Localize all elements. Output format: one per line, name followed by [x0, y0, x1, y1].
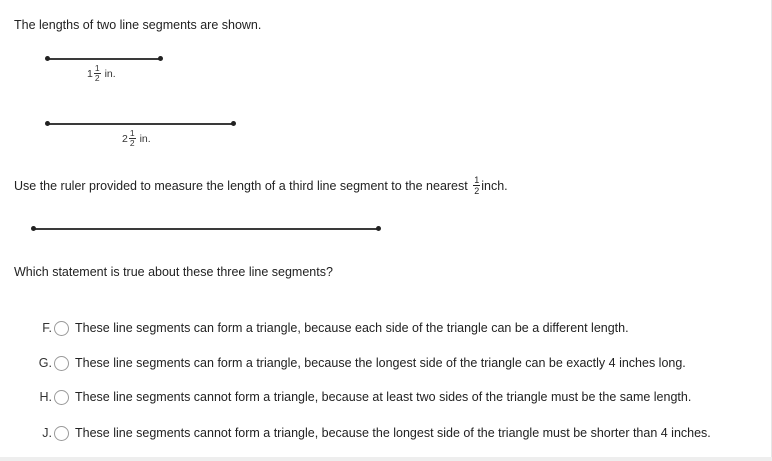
segment-2-numerator: 1	[129, 128, 135, 138]
choice-letter: G.	[38, 356, 52, 370]
radio-button[interactable]	[54, 321, 69, 336]
segment-2-fraction	[129, 129, 136, 148]
line-segment-1	[47, 58, 160, 60]
choice-text[interactable]: These line segments cannot form a triangle, because at least two sides of the triangle must be the same length.	[75, 390, 692, 404]
instruction-fraction	[473, 176, 480, 195]
choice-text[interactable]: These line segments can form a triangle, because each side of the triangle can be a different length.	[75, 321, 629, 335]
segment-1-denominator: 2	[94, 73, 100, 83]
choice-j[interactable]	[0, 423, 711, 443]
question-text: Which statement is true about these three line segments?	[14, 265, 333, 279]
instruction-after: inch.	[481, 178, 508, 193]
choice-text[interactable]: These line segments can form a triangle, because the longest side of the triangle can be exactly 4 inches long.	[75, 356, 686, 370]
choice-letter: F.	[42, 321, 52, 335]
instruction-text	[14, 177, 508, 196]
segment-2-unit: in.	[139, 132, 151, 145]
line-segment-2	[47, 123, 233, 125]
instruction-denominator: 2	[474, 186, 480, 196]
segment-2-label	[122, 129, 151, 148]
radio-button[interactable]	[54, 356, 69, 371]
choice-letter: J.	[42, 426, 52, 440]
bottom-divider	[0, 457, 772, 461]
choice-text[interactable]: These line segments cannot form a triangle, because the longest side of the triangle must be shorter than 4 inches.	[75, 426, 711, 440]
segment-1-numerator: 1	[94, 63, 100, 73]
segment-1-fraction	[94, 64, 101, 83]
line-segment-3	[33, 228, 378, 230]
radio-button[interactable]	[54, 390, 69, 405]
radio-button[interactable]	[54, 426, 69, 441]
segment-2-denominator: 2	[129, 138, 135, 148]
choice-f[interactable]	[0, 318, 629, 338]
choice-h[interactable]	[0, 387, 691, 407]
segment-2-whole: 2	[122, 132, 128, 145]
segment-1-unit: in.	[104, 67, 116, 80]
instruction-before: Use the ruler provided to measure the length of a third line segment to the nearest	[14, 178, 468, 193]
segment-1-whole: 1	[87, 67, 93, 80]
instruction-numerator: 1	[474, 175, 480, 185]
choice-g[interactable]	[0, 353, 686, 373]
segment-1-label	[87, 64, 116, 83]
choice-letter: H.	[39, 390, 52, 404]
intro-text: The lengths of two line segments are shown.	[14, 18, 262, 32]
